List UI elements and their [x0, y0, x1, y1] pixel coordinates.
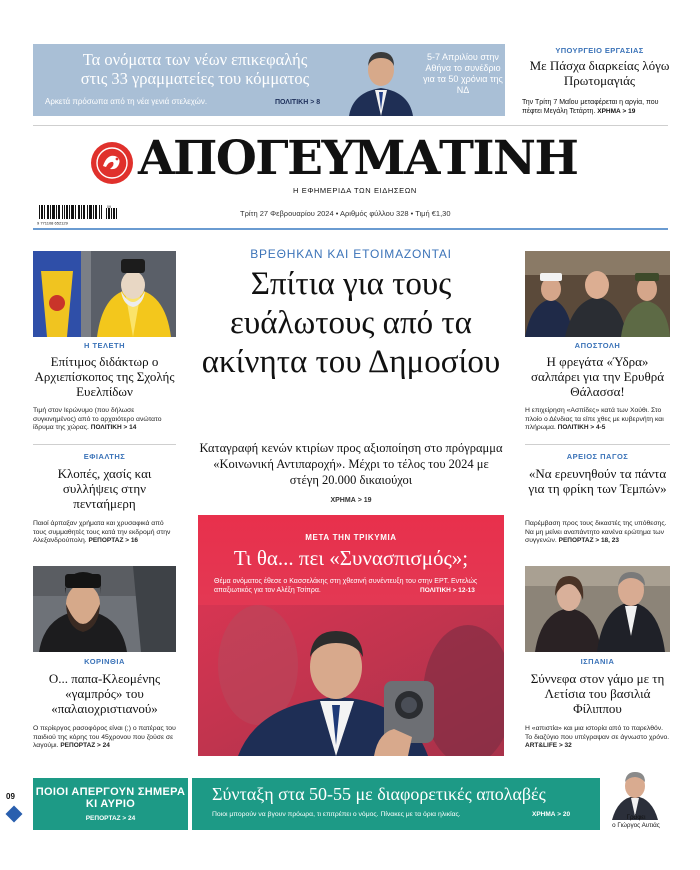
right-1-title[interactable]: Η φρεγάτα «Ύδρα» σαλπάρει για την Ερυθρά Θάλασσα! — [530, 354, 665, 399]
masthead-title[interactable]: ΑΠΟΓΕΥΜΑΤΙΝΗ — [138, 131, 578, 186]
red-feature-box[interactable] — [198, 515, 504, 756]
left-2-kicker: ΕΦΙΑΛΤΗΣ — [83, 452, 126, 461]
red-box-ref: ΠΟΛΙΤΙΚΗ > 12-13 — [420, 587, 475, 594]
diamond-icon — [6, 806, 23, 823]
right-2-ref: ΡΕΠΟΡΤΑΖ > 18, 23 — [558, 537, 620, 544]
right-1-kicker: ΑΠΟΣΤΟΛΗ — [574, 341, 621, 350]
right-divider-1 — [525, 444, 670, 445]
strikes-title: ΠΟΙΟΙ ΑΠΕΡΓΟΥΝ ΣΗΜΕΡΑ ΚΙ ΑΥΡΙΟ — [35, 786, 186, 810]
masthead-rule — [33, 228, 668, 230]
left-1-ref: ΠΟΛΙΤΙΚΗ > 14 — [90, 424, 137, 431]
top-right-body: Την Τρίτη 7 Μαΐου μεταφέρεται η αργία, που πέφτει Μεγάλη Τετάρτη. ΧΡΗΜΑ > 19 — [522, 99, 659, 115]
page-marker: 09 — [6, 792, 15, 801]
right-1-body: Η επιχείρηση «Ασπίδες» κατά των Χούθι. Στο πλοίο ο Δένδιας τα είπε χθες με κυβερνήτη και πλήρωμα. ΠΟΛΙΤΙΚΗ > 4-5 — [525, 407, 664, 431]
left-3-ref: ΡΕΠΟΡΤΑΖ > 24 — [60, 742, 110, 749]
masthead-tagline: Η ΕΦΗΜΕΡΙΔΑ ΤΩΝ ΕΙΔΗΣΕΩΝ — [293, 186, 417, 195]
top-banner-subtext: Αρκετά πρόσωπα από τη νέα γενιά στελεχών. — [45, 97, 208, 106]
top-banner-side-text: 5-7 Απριλίου στην Αθήνα το συνέδριο για τα 50 χρόνια της ΝΔ — [423, 52, 503, 95]
left-3-body: Ο περίεργος ρασοφόρος είναι (;) ο πατέρας του παιδιού της κόρης του 45χρονου που ζούσε σε λαγούμι. ΡΕΠΟΡΤΑΖ > 24 — [33, 725, 176, 749]
frigate-officials-photo-image — [525, 251, 670, 337]
pension-body: Ποιοι μπορούν να βγουν πρόωρα, τι επιτρέπει ο νόμος. Πίνακες με τα όρια ηλικίας. — [212, 811, 461, 818]
issue-line: Τρίτη 27 Φεβρουαρίου 2024 • Αριθμός φύλλου 328 • Τιμή €1,30 — [240, 209, 451, 218]
left-divider-1 — [33, 444, 176, 445]
top-right-ref: ΧΡΗΜΑ > 19 — [597, 108, 636, 115]
left-1-title[interactable]: Επίτιμος διδάκτωρ ο Αρχιεπίσκοπος της Σχολής Ευελπίδων — [34, 354, 175, 399]
left-2-ref: ΡΕΠΟΡΤΑΖ > 16 — [88, 537, 139, 544]
pension-ref: ΧΡΗΜΑ > 20 — [532, 811, 571, 818]
right-2-body: Παρέμβαση προς τους δικαστές της υπόθεσης. Να μη μείνει αναπάντητο κανένα ερώτημα των συγγενών. ΡΕΠΟΡΤΑΖ > 18, 23 — [525, 520, 667, 544]
priest-photo-image — [33, 566, 176, 652]
top-right-kicker: ΥΠΟΥΡΓΕΙΟ ΕΡΓΑΣΙΑΣ — [555, 46, 644, 55]
main-deck: Καταγραφή κενών κτιρίων προς αξιοποίηση στο πρόγραμμα «Κοινωνική Αντιπαροχή». Μέχρι το τέλος του 2024 με στέγη 20.000 δικαιούχοι — [199, 441, 503, 487]
top-banner-headline: Τα ονόματα των νέων επικεφαλής στις 33 γραμματείες του κόμματος — [80, 50, 310, 88]
top-banner-ref: ΠΟΛΙΤΙΚΗ > 8 — [275, 99, 321, 106]
left-1-body: Τιμή στον Ιερώνυμο (που δήλωσε συγκινημένος) από το αρχαιότερο ανώτατο ίδρυμα της χώρας. ΠΟΛΙΤΙΚΗ > 14 — [33, 407, 162, 431]
main-ref: ΧΡΗΜΑ > 19 — [330, 497, 372, 504]
columnist-caption: Γράφει ο Γιώργος Αυτιάς — [612, 814, 660, 829]
top-right-title[interactable]: Με Πάσχα διαρκείας λόγω Πρωτομαγιάς — [529, 58, 670, 88]
newspaper-logo-icon — [91, 142, 133, 184]
barcode-image — [33, 205, 119, 225]
right-3-ref: ART&LIFE > 32 — [525, 742, 572, 749]
strikes-box[interactable] — [33, 778, 188, 830]
right-3-body: Η «απιστία» και μια ιστορία από το παρελθόν. Το διαζύγιο που υπέγραψαν σε άγνωστο χρόνο. ART&LIFE > 32 — [525, 725, 670, 749]
right-2-title[interactable]: «Να ερευνηθούν τα πάντα για τη φρίκη των Τεμπών» — [528, 466, 667, 496]
politician-portrait-image — [339, 44, 423, 116]
top-divider — [33, 125, 668, 126]
left-2-body: Παιοί άρπαξαν χρήματα και χρυσαφικά από τους συμμαθητές τους κατά την εκδρομή στην Αλεξανδρούπολη. ΡΕΠΟΡΤΑΖ > 16 — [33, 520, 171, 544]
barcode-number: 9 771108 652129 — [37, 220, 68, 225]
left-2-title[interactable]: Κλοπές, χασίς και συλλήψεις στην πενταήμερη — [57, 466, 152, 511]
archbishop-photo-image — [33, 251, 176, 337]
strikes-ref: ΡΕΠΟΡΤΑΖ > 24 — [85, 815, 136, 822]
right-2-kicker: ΑΡΕΙΟΣ ΠΑΓΟΣ — [566, 452, 629, 461]
royal-couple-photo-image — [525, 566, 670, 652]
red-box-body: Θέμα ονόματος έθεσε ο Κασσελάκης στη χθεσινή συνέντευξη του στην ΕΡΤ. Εντελώς απαξιωτικός για τον Αλέξη Τσίπρα. — [214, 578, 478, 594]
left-3-kicker: ΚΟΡΙΝΘΙΑ — [84, 657, 125, 666]
top-banner[interactable] — [33, 44, 505, 116]
right-3-title[interactable]: Σύννεφα στον γάμο με τη Λετίσια του βασιλιά Φίλιππου — [530, 671, 665, 716]
center-kicker: ΒΡΕΘΗΚΑΝ ΚΑΙ ΕΤΟΙΜΑΖΟΝΤΑΙ — [250, 247, 452, 261]
main-headline[interactable]: Σπίτια για τους ευάλωτους από τα ακίνητα του Δημοσίου — [201, 266, 501, 380]
barcode-addon: 09 — [107, 205, 111, 209]
pension-box[interactable] — [192, 778, 600, 830]
right-1-ref: ΠΟΛΙΤΙΚΗ > 4-5 — [557, 424, 606, 431]
right-3-kicker: ΙΣΠΑΝΙΑ — [580, 657, 615, 666]
red-box-title: Τι θα... πει «Συνασπισμός»; — [233, 546, 469, 570]
selfie-photo-image — [198, 605, 504, 756]
pension-title: Σύνταξη στα 50-55 με διαφορετικές απολαβές — [212, 784, 546, 804]
red-box-kicker: ΜΕΤΑ ΤΗΝ ΤΡΙΚΥΜΙΑ — [305, 533, 397, 542]
left-1-kicker: Η ΤΕΛΕΤΗ — [83, 341, 126, 350]
left-3-title[interactable]: Ο... παπα-Κλεομένης «γαμπρός» του «παλαιοχριστιανού» — [48, 671, 161, 716]
